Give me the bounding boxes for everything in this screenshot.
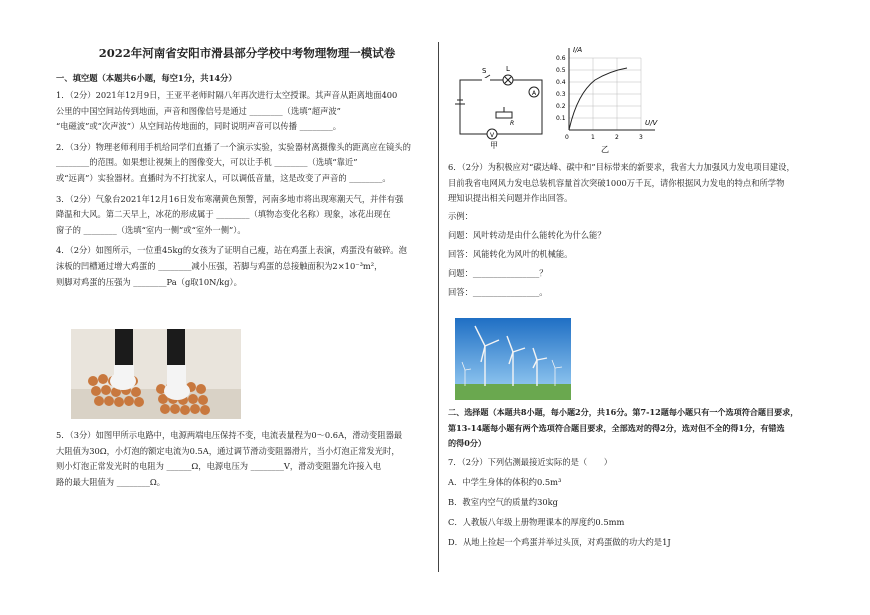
q3-line-1: 3．（2分）气象台2021年12月16日发布寒潮黄色预警，河南多地市将出现寒潮天气，并伴有强 <box>56 193 404 204</box>
graph-y-tick: 0.3 <box>556 91 566 98</box>
q5-line-2: 大阻值为30Ω，小灯泡的额定电流为0.5A，通过调节滑动变阻器滑片，当小灯泡正常发光时， <box>56 445 400 456</box>
q4-line-2: 沫板的凹槽通过增大鸡蛋的 ________减小压强，若脚与鸡蛋的总接触面积为2×10⁻³m²， <box>56 260 383 271</box>
q7-option-c: C．人教版八年级上册物理课本的厚度约0.5mm <box>448 516 625 527</box>
graph-x-tick: 3 <box>639 134 643 141</box>
graph-y-tick: 0.6 <box>556 55 566 62</box>
right-column <box>448 160 823 302</box>
q6-example-question: 问题：风叶转动是由什么能转化为什么能？ <box>448 229 606 240</box>
q6-question-blank: 问题：________________？ <box>448 267 548 278</box>
page-title: 2022年河南省安阳市滑县部分学校中考物理物理一模试卷 <box>98 46 396 60</box>
q6-example-answer: 回答：风能转化为风叶的机械能。 <box>448 248 573 259</box>
q6-answer-blank: 回答：________________。 <box>448 286 548 297</box>
section-2-line-3: 的得0分） <box>448 438 487 449</box>
q7-option-a: A．中学生身体的体积约0.5m³ <box>448 476 562 487</box>
column-divider <box>438 42 439 572</box>
graph-y-tick: 0.4 <box>556 79 566 86</box>
q7-option-b: B．教室内空气的质量约30kg <box>448 496 558 507</box>
circuit-diagram <box>452 62 552 152</box>
graph-y-label: I/A <box>573 46 583 54</box>
q4-line-3: 则脚对鸡蛋的压强为 ________Pa（g取10N/kg）。 <box>56 276 242 287</box>
q4-line-1: 4．（2分）如图所示，一位重45kg的女孩为了证明自己瘦，站在鸡蛋上表演，鸡蛋没有破碎。泡 <box>56 245 407 256</box>
q3-line-2: 降温和大风。第二天早上，冰花的形成属于 ________（填物态变化名称）现象，冰花出现在 <box>56 209 391 220</box>
left-column-lower <box>56 428 431 490</box>
graph-x-tick: 0 <box>565 134 569 141</box>
q1-line-3: “电磁波”或“次声波”）从空间站传地面的，同时说明声音可以传播 ________。 <box>56 121 342 132</box>
left-column <box>56 72 431 290</box>
lamp-symbol-label: L <box>506 65 510 73</box>
right-column-lower <box>448 405 823 552</box>
q6-line-3: 理知识提出相关问题并作出回答。 <box>448 193 573 204</box>
q2-line-2: ________的范围。如果想让视频上的图像变大，可以让手机 ________（选填“靠近” <box>56 157 358 168</box>
q6-line-2: 目前我省电网风力发电总装机容量首次突破1000万千瓦，请你根据风力发电的特点和所学物 <box>448 177 785 188</box>
wind-turbine-photo <box>455 318 571 400</box>
q5-line-1: 5．（3分）如图甲所示电路中，电源两端电压保持不变，电流表量程为0～0.6A，滑动变阻器最 <box>56 430 403 440</box>
q2-line-3: 或“远离”）实验器材。直播时为不打扰家人，可以调低音量，这是改变了声音的 ________。 <box>56 172 391 183</box>
graph-y-tick: 0.5 <box>556 67 566 74</box>
q7-option-d: D．从地上捡起一个鸡蛋并举过头顶，对鸡蛋做的功大约是1J <box>448 536 671 547</box>
graph-y-tick: 0.1 <box>556 115 566 122</box>
rheostat-symbol-label: R <box>510 120 515 127</box>
switch-symbol-label: S <box>482 67 487 75</box>
section-1-heading: 一、填空题（本题共6小题，每空1分，共14分） <box>56 73 237 83</box>
egg-standing-photo <box>71 329 241 419</box>
q1-line-2: 公里的中国空间站传到地面，声音和图像信号是通过 ________（选填“超声波” <box>56 105 341 116</box>
voltmeter-symbol-label: V <box>490 132 495 139</box>
q6-example-label: 示例： <box>448 210 473 221</box>
q2-line-1: 2．（3分）物理老师利用手机给同学们直播了一个演示实验，实验器材离摄像头的距离应在镜头的 <box>56 141 411 152</box>
q6-line-1: 6．（2分）为积极应对“碳达峰、碳中和”目标带来的新要求，我省大力加强风力发电项目建设， <box>448 162 795 172</box>
iu-graph <box>555 44 670 156</box>
ammeter-symbol-label: A <box>532 90 537 97</box>
section-2-line-1: 二、选择题（本题共8小题，每小题2分，共16分。第7-12题每小题只有一个选项符合题目要求， <box>448 407 799 417</box>
q5-line-4: 路的最大阻值为 ________Ω。 <box>56 476 166 487</box>
q7-stem: 7．（2分）下列估测最接近实际的是（ ） <box>448 456 613 467</box>
q3-line-3: 窗子的 ________（选填“室内一侧”或“室外一侧”）。 <box>56 224 246 235</box>
q1-line-1: 1．（2分）2021年12月9日，王亚平老师时隔八年再次进行太空授课。其声音从距离地面400 <box>56 90 398 100</box>
graph-x-tick: 1 <box>591 134 595 141</box>
graph-x-label: U/V <box>645 119 658 127</box>
graph-x-tick: 2 <box>615 134 619 141</box>
graph-y-tick: 0.2 <box>556 103 566 110</box>
circuit-label: 甲 <box>490 141 498 150</box>
q5-line-3: 则小灯泡正常发光时的电阻为 ______Ω，电源电压为 ________V，滑动变阻器允许接入电 <box>56 461 382 472</box>
graph-label: 乙 <box>601 145 609 154</box>
section-2-line-2: 第13-14题每小题有两个选项符合题目要求，全部选对的得2分，选对但不全的得1分，有错选 <box>448 422 785 433</box>
